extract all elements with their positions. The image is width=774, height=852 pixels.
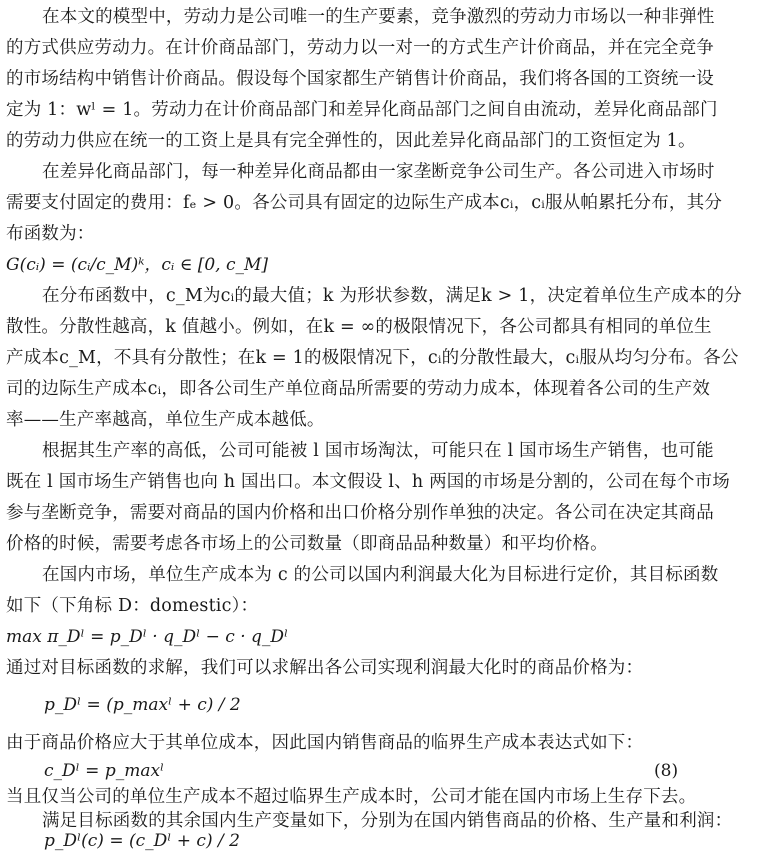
- paragraph-9: 满足目标函数的其余国内生产变量如下，分别为在国内销售商品的价格、生产量和利润：: [42, 811, 733, 831]
- optimal-price-equation: p_Dˡ = (p_maxˡ + c) / 2: [44, 695, 241, 715]
- paragraph-4-line-1: 根据其生产率的高低，公司可能被 l 国市场淘汰，可能只在 l 国市场生产销售，也可能: [42, 441, 714, 461]
- paragraph-1-line-2: 的方式供应劳动力。在计价商品部门，劳动力以一对一的方式生产计价商品，并在完全竞争: [6, 38, 714, 58]
- paragraph-8: 当且仅当公司的单位生产成本不超过临界生产成本时，公司才能在国内市场上生存下去。: [6, 787, 697, 807]
- paragraph-5-line-2: 如下（下角标 D：domestic）：: [6, 596, 259, 616]
- objective-function-equation: max π_Dˡ = p_Dˡ · q_Dˡ − c · q_Dˡ: [6, 627, 289, 647]
- paragraph-3-line-2: 散性。分散性越高，k 值越小。例如，在k = ∞的极限情况下，各公司都具有相同的单位生: [6, 317, 712, 337]
- paragraph-3-line-3: 产成本c_M，不具有分散性；在k = 1的极限情况下，cᵢ的分散性最大，cᵢ服从均匀分布。各公: [6, 348, 739, 368]
- paragraph-5-line-1: 在国内市场，单位生产成本为 c 的公司以国内利润最大化为目标进行定价，其目标函数: [42, 565, 719, 585]
- paragraph-4-line-3: 参与垄断竞争，需要对商品的国内价格和出口价格分别作单独的决定。各公司在决定其商品: [6, 503, 714, 523]
- paragraph-7: 由于商品价格应大于其单位成本，因此国内销售商品的临界生产成本表达式如下：: [6, 733, 644, 753]
- paragraph-6: 通过对目标函数的求解，我们可以求解出各公司实现利润最大化时的商品价格为：: [6, 658, 644, 678]
- distribution-function-equation: G(cᵢ) = (cᵢ/c_M)ᵏ，cᵢ ∈ [0, c_M]: [6, 255, 269, 275]
- paragraph-3-line-4: 司的边际生产成本cᵢ，即各公司生产单位商品所需要的劳动力成本，体现着各公司的生产效: [6, 379, 711, 399]
- paragraph-1-line-1: 在本文的模型中，劳动力是公司唯一的生产要素，竞争激烈的劳动力市场以一种非弹性: [42, 7, 715, 27]
- paragraph-2-line-1: 在差异化商品部门，每一种差异化商品都由一家垄断竞争公司生产。各公司进入市场时: [42, 162, 715, 182]
- paragraph-3-line-5: 率——生产率越高，单位生产成本越低。: [6, 410, 325, 430]
- domestic-price-equation: p_Dˡ(c) = (c_Dˡ + c) / 2: [44, 831, 240, 851]
- paragraph-2-line-2: 需要支付固定的费用：fₑ > 0。各公司具有固定的边际生产成本cᵢ，cᵢ服从帕累托分布，其分: [6, 193, 723, 213]
- paragraph-4-line-2: 既在 l 国市场生产销售也向 h 国出口。本文假设 l、h 两国的市场是分割的，公司在每个市场: [6, 472, 731, 492]
- paragraph-3-line-1: 在分布函数中，c_M为cᵢ的最大值；k 为形状参数，满足k > 1，决定着单位生产成本的分: [42, 286, 742, 306]
- paragraph-1-line-3: 的市场结构中销售计价商品。假设每个国家都生产销售计价商品，我们将各国的工资统一设: [6, 69, 714, 89]
- paragraph-1-line-5: 的劳动力供应在统一的工资上是具有完全弹性的，因此差异化商品部门的工资恒定为 1。: [6, 131, 696, 151]
- equation-number: (8): [654, 761, 679, 781]
- paragraph-2-line-3: 布函数为：: [6, 224, 95, 244]
- paragraph-1-line-4: 定为 1：wˡ = 1。劳动力在计价商品部门和差异化商品部门之间自由流动，差异化商品部门: [6, 100, 718, 120]
- paragraph-4-line-4: 价格的时候，需要考虑各市场上的公司数量（即商品品种数量）和平均价格。: [6, 534, 608, 554]
- cutoff-cost-equation: c_Dˡ = p_maxˡ: [44, 761, 165, 781]
